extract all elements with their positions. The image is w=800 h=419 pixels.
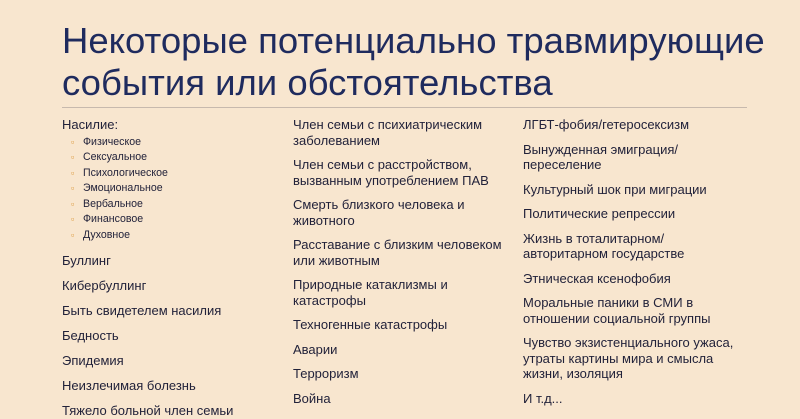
list-item: Быть свидетелем насилия (62, 303, 222, 318)
list-item: Смерть близкого человека и животного (293, 197, 465, 228)
violence-types-list (62, 135, 292, 244)
square-bullet-icon: ▫ (71, 214, 75, 224)
list-item: Чувство экзистенциального ужаса, утраты картины мира и смысла жизни, изоляция (523, 335, 734, 381)
violence-type-item: ▫ Духовное (71, 228, 292, 244)
list-item: Бедность (62, 328, 119, 343)
list-item: Аварии (293, 341, 338, 357)
title-line-2: события или обстоятельства (62, 62, 553, 103)
violence-type-item: ▫ Физическое (71, 135, 292, 151)
list-item: Расставание с близким человеком или животным (293, 237, 502, 268)
list-item: Природные катаклизмы и катастрофы (293, 277, 448, 308)
list-item: Политические репрессии (523, 206, 676, 221)
list-item: Культурный шок при миграции (523, 181, 707, 197)
list-item: Жизнь в тоталитарном/ авторитарном государстве (523, 230, 685, 261)
square-bullet-icon: ▫ (71, 229, 75, 240)
list-item: Тяжело больной член семьи (62, 403, 234, 418)
list-item: Буллинг (62, 253, 111, 268)
list-item: Член семьи с расстройством, вызванным употреблением ПАВ (293, 157, 489, 188)
column-3 (523, 117, 763, 406)
list-item: Война (293, 390, 331, 406)
page-title (62, 20, 782, 104)
violence-type-item: ▫ Вербальное (71, 197, 292, 213)
list-item: Терроризм (293, 366, 359, 381)
violence-type-item: ▫ Эмоциональное (71, 181, 292, 197)
list-item: Неизлечимая болезнь (62, 378, 196, 393)
violence-type-item: ▫ Психологическое (71, 166, 292, 182)
square-bullet-icon: ▫ (71, 167, 75, 178)
list-item: Этническая ксенофобия (523, 270, 671, 286)
list-item: И т.д... (523, 390, 563, 406)
list-item: Вынужденная эмиграция/ переселение (523, 141, 678, 172)
violence-label: Насилие: (62, 117, 119, 132)
list-item: ЛГБТ-фобия/гетеросексизм (523, 117, 690, 132)
list-item: Эпидемия (62, 353, 124, 368)
column-1 (62, 117, 292, 419)
list-item: Моральные паники в СМИ в отношении социальной группы (523, 295, 711, 326)
title-divider (62, 107, 747, 108)
list-item: Член семьи с психиатрическим заболеванием (293, 117, 483, 148)
violence-type-item: ▫ Финансовое (71, 212, 292, 228)
violence-type-item: ▫ Сексуальное (71, 150, 292, 166)
square-bullet-icon: ▫ (71, 183, 75, 193)
title-line-1: Некоторые потенциально травмирующие (62, 20, 765, 61)
square-bullet-icon: ▫ (71, 198, 75, 209)
square-bullet-icon: ▫ (71, 152, 75, 162)
list-item: Техногенные катастрофы (293, 317, 448, 332)
list-item: Кибербуллинг (62, 278, 147, 293)
column-2 (293, 117, 518, 406)
square-bullet-icon: ▫ (71, 136, 75, 147)
